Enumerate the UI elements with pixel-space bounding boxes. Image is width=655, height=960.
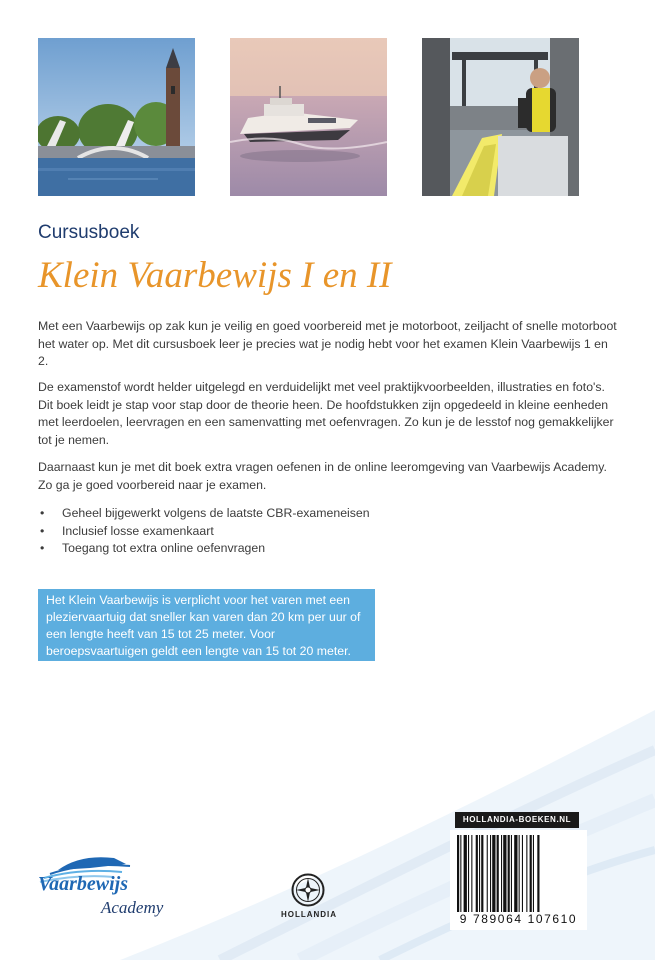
list-item-text: Geheel bijgewerkt volgens de laatste CBR-exameneisen — [62, 506, 370, 520]
photo-town-bridge-church — [38, 38, 195, 196]
bullet-dot: • — [40, 506, 45, 520]
photo-motorboat-sunset — [230, 38, 387, 196]
list-item — [38, 540, 370, 558]
info-box: Het Klein Vaarbewijs is verplicht voor het varen met een pleziervaartuig dat sneller kan varen dan 20 km per uur of een lengte heeft van 15 tot 25 meter. Voor beroepsvaartuigen geldt een lengte van 15 tot 20 meter. — [38, 589, 375, 661]
list-item-text: Toegang tot extra online oefenvragen — [62, 541, 266, 555]
website-badge: HOLLANDIA-BOEKEN.NL — [455, 812, 579, 828]
bullet-dot: • — [40, 523, 45, 538]
isbn-number: 9 789064 107610 — [450, 912, 587, 926]
vaarbewijs-logo-text: Vaarbewijs — [38, 873, 129, 895]
barcode-bars — [455, 835, 582, 915]
feature-list — [38, 505, 370, 558]
hollandia-logo-text: HOLLANDIA — [280, 910, 338, 919]
content-paragraph: De examenstof wordt helder uitgelegd en verduidelijkt met veel praktijkvoorbeelden, illustraties en foto's. Dit boek leidt je stap voor stap door de theorie heen. De hoofdstukken zijn opgedeeld in kleine eenheden met leerdoelen, leervragen en een samenvatting met oefenvragen. Zo kun je de lesstof nog gemakkelijker tot je nemen. — [38, 380, 614, 447]
hollandia-compass-icon — [291, 873, 325, 907]
list-item-text: Inclusief losse examenkaart — [62, 523, 214, 538]
bullet-dot: • — [40, 541, 45, 555]
list-item — [38, 505, 370, 523]
subtitle: Cursusboek — [38, 222, 140, 243]
academy-logo-text: Academy — [101, 898, 164, 917]
intro-paragraph: Met een Vaarbewijs op zak kun je veilig en goed voorbereid met je motorboot, zeiljacht of snelle motorboot het water op. Met dit cursusboek leer je precies wat je nodig hebt voor het examen Klein Vaarbewijs 1 en 2. — [38, 319, 617, 368]
online-paragraph: Daarnaast kun je met dit boek extra vragen oefenen in de online leeromgeving van Vaarbewijs Academy. Zo ga je goed voorbereid naar je examen. — [38, 460, 607, 492]
book-title: Klein Vaarbewijs I en II — [38, 255, 392, 296]
list-item — [38, 523, 370, 541]
photo-skipper-lock — [422, 38, 579, 196]
